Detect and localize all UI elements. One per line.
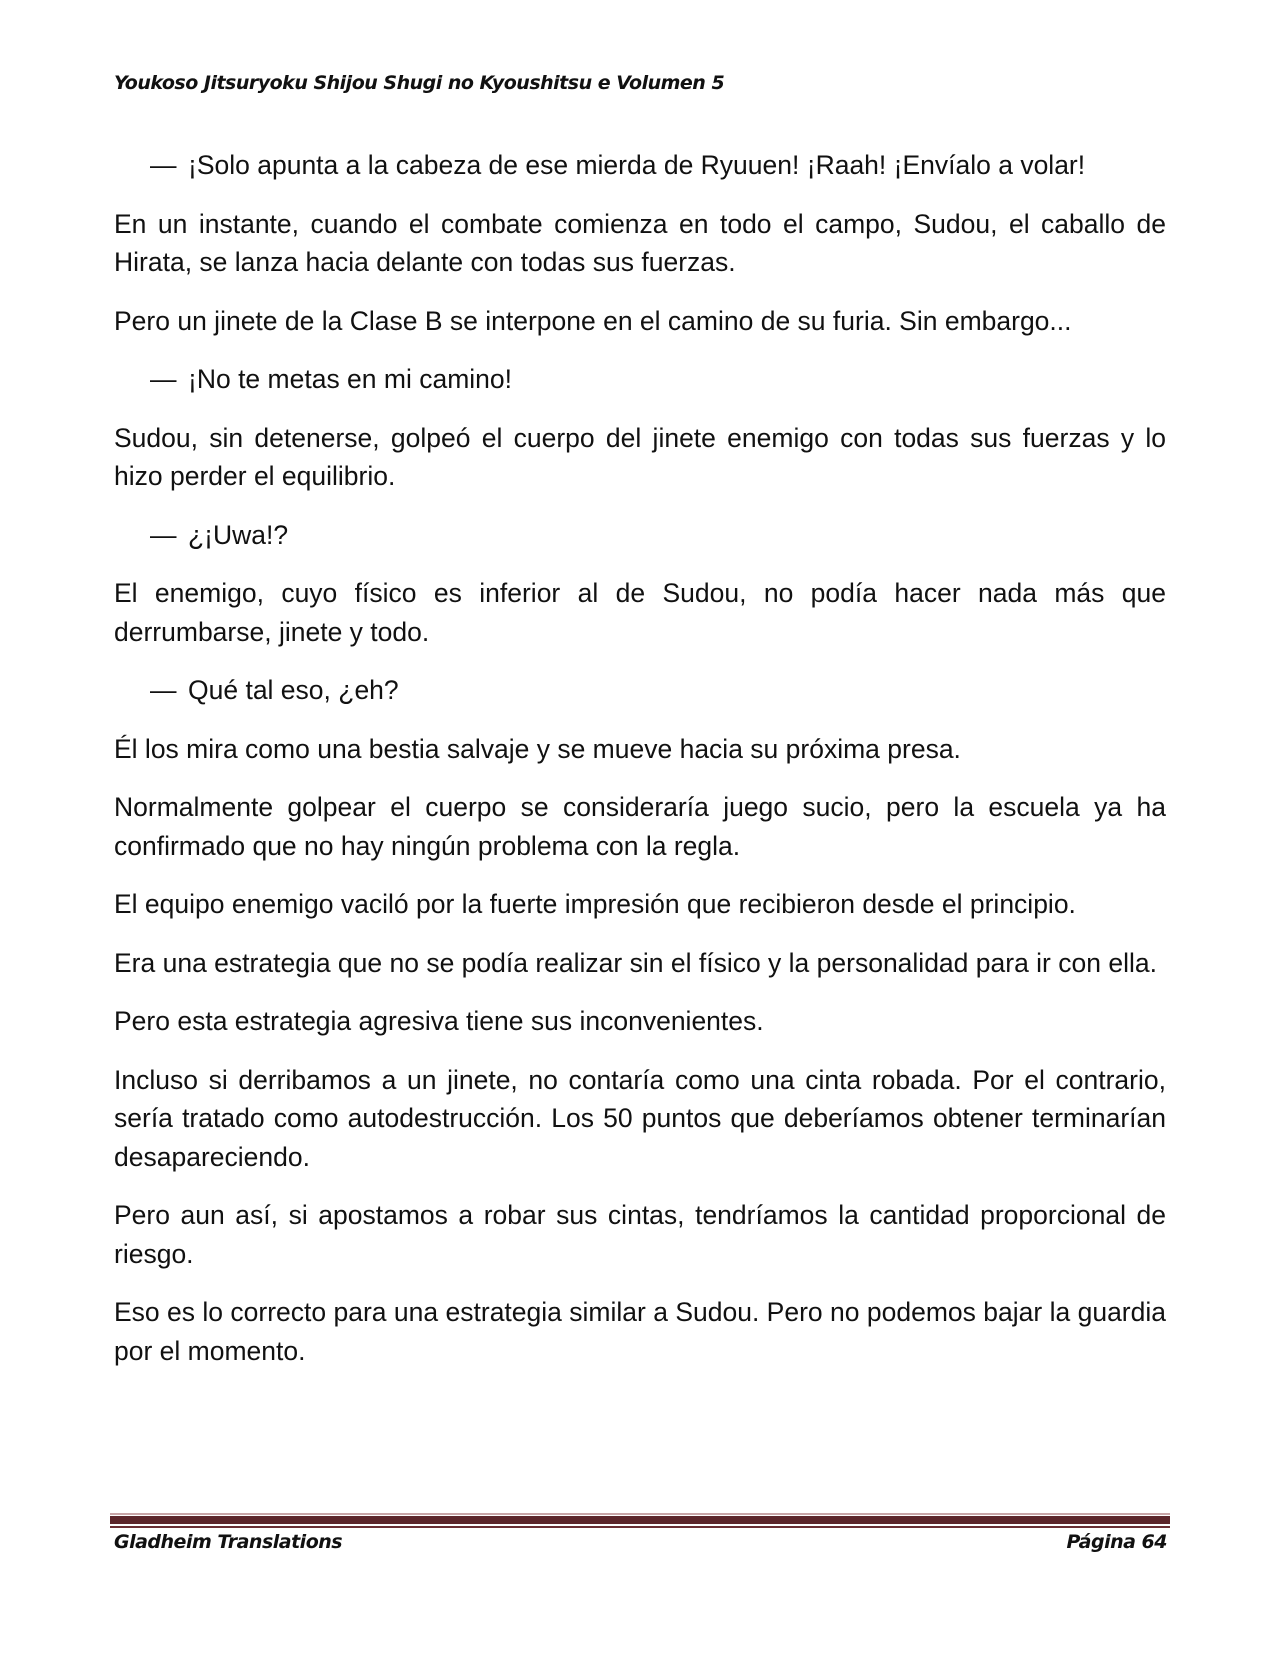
paragraph: Sudou, sin detenerse, golpeó el cuerpo del jinete enemigo con todas sus fuerzas y lo hizo perder el equilibrio. bbox=[114, 422, 1166, 491]
footer-divider-top bbox=[110, 1513, 1170, 1515]
page-number: Página 64 bbox=[1066, 1531, 1167, 1553]
paragraph: Pero un jinete de la Clase B se interpone en el camino de su furia. Sin embargo... bbox=[114, 305, 1072, 336]
paragraph: El enemigo, cuyo físico es inferior al de Sudou, no podía hacer nada más que derrumbarse, jinete y todo. bbox=[114, 578, 1166, 647]
paragraph: Era una estrategia que no se podía realizar sin el físico y la personalidad para ir con ella. bbox=[114, 947, 1157, 978]
dialog-line: — ¡Solo apunta a la cabeza de ese mierda de Ryuuen! ¡Raah! ¡Envíalo a volar! bbox=[114, 146, 1166, 185]
running-header-title: Youkoso Jitsuryoku Shijou Shugi no Kyoushitsu e Volumen 5 bbox=[114, 72, 725, 94]
footer-divider bbox=[110, 1516, 1170, 1524]
dialog-line: — ¿¡Uwa!? bbox=[114, 516, 1166, 555]
dialog-dash: — bbox=[150, 364, 177, 394]
paragraph: Pero esta estrategia agresiva tiene sus inconvenientes. bbox=[114, 1006, 764, 1036]
paragraph: El equipo enemigo vaciló por la fuerte impresión que recibieron desde el principio. bbox=[114, 889, 1076, 919]
footer-divider-bottom bbox=[110, 1526, 1170, 1528]
paragraph: En un instante, cuando el combate comienza en todo el campo, Sudou, el caballo de Hirata, se lanza hacia delante con todas sus fuerzas. bbox=[114, 208, 1166, 277]
paragraph: Pero aun así, si apostamos a robar sus cintas, tendríamos la cantidad proporcional de riesgo. bbox=[114, 1200, 1166, 1269]
paragraph: Normalmente golpear el cuerpo se consideraría juego sucio, pero la escuela ya ha confirmado que no hay ningún problema con la regla. bbox=[114, 792, 1166, 861]
paragraph: Eso es lo correcto para una estrategia similar a Sudou. Pero no podemos bajar la guardia por el momento. bbox=[114, 1297, 1166, 1366]
paragraph: Incluso si derribamos a un jinete, no contaría como una cinta robada. Por el contrario, sería tratado como autodestrucción. Los 50 puntos que deberíamos obtener terminarían desapareciendo. bbox=[114, 1064, 1166, 1172]
dialog-line: — ¡No te metas en mi camino! bbox=[114, 360, 1166, 399]
dialog-dash: — bbox=[150, 519, 177, 550]
dialog-line: — Qué tal eso, ¿eh? bbox=[114, 671, 1166, 710]
dialog-dash: — bbox=[150, 675, 177, 705]
paragraph: Él los mira como una bestia salvaje y se mueve hacia su próxima presa. bbox=[114, 733, 961, 764]
footer-credit: Gladheim Translations bbox=[114, 1531, 343, 1553]
dialog-dash: — bbox=[150, 150, 177, 180]
body-text bbox=[114, 146, 1166, 1390]
